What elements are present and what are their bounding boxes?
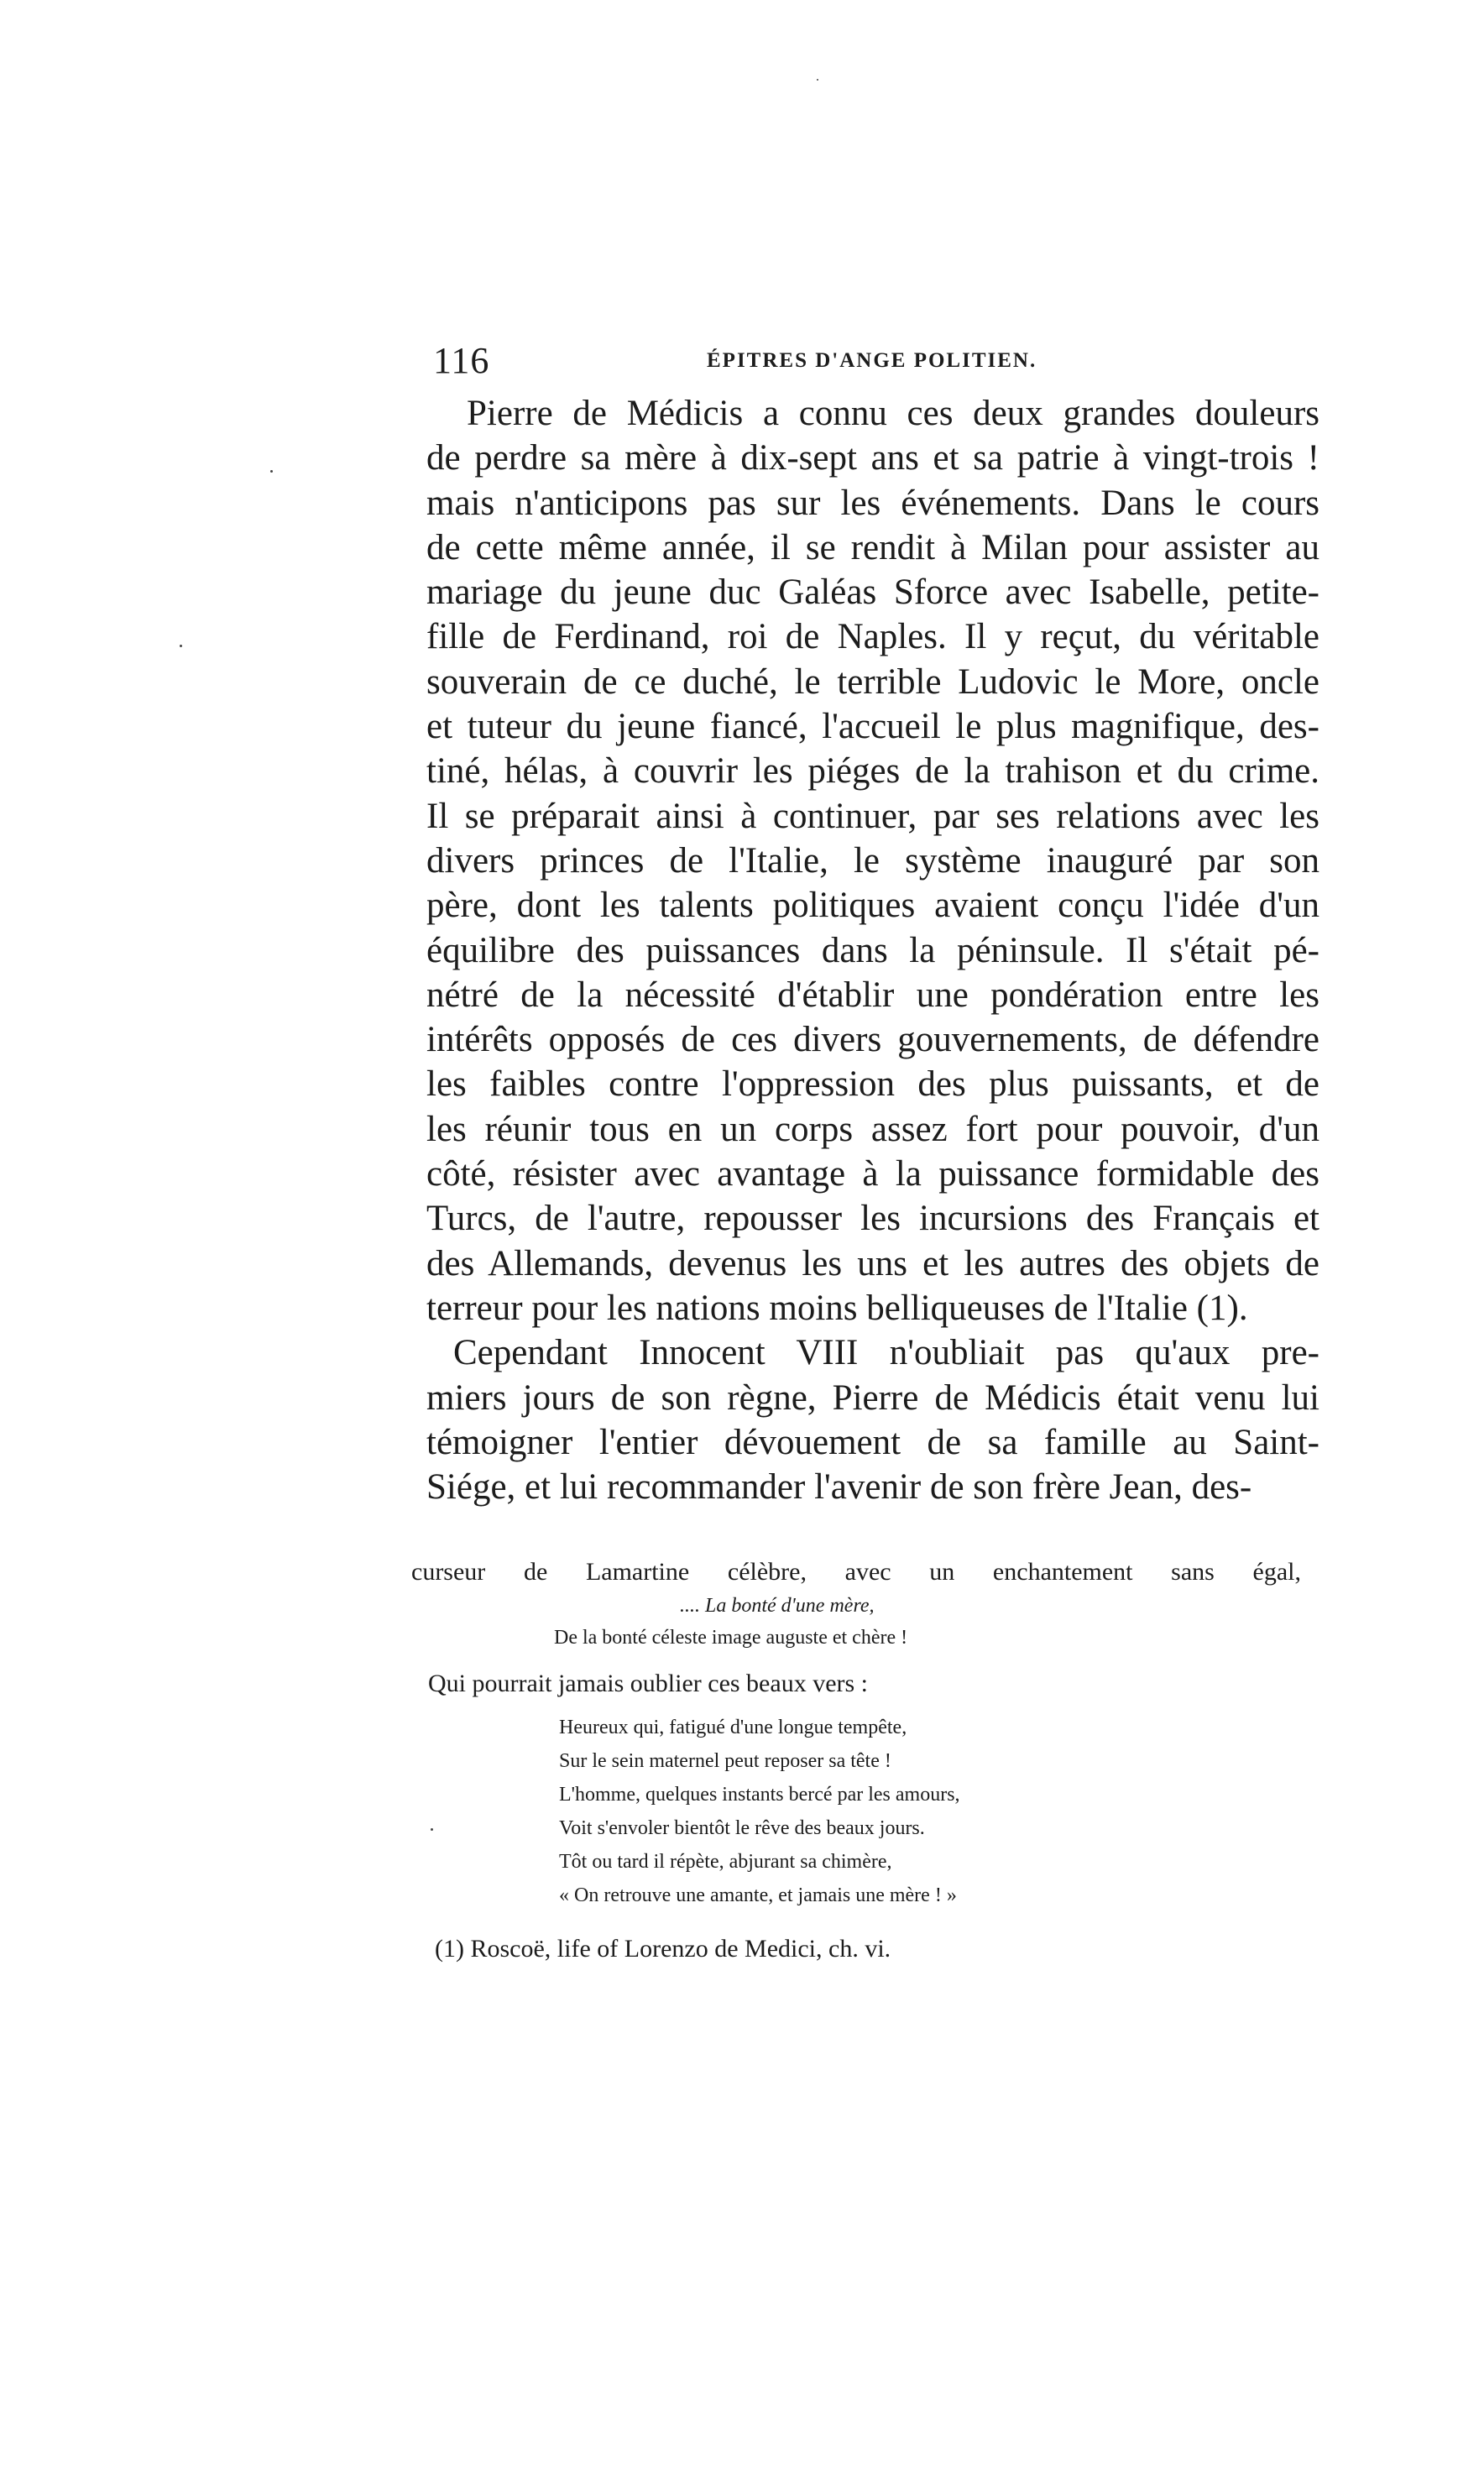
body-line: Turcs, de l'autre, repousser les incursions des Français et (426, 1199, 1319, 1239)
body-line: intérêts opposés de ces divers gouvernements, de défendre (426, 1020, 1319, 1060)
poem-line: Heureux qui, fatigué d'une longue tempête, (559, 1717, 907, 1738)
poem-line: L'homme, quelques instants bercé par les amours, (559, 1784, 960, 1806)
body-line: Il se préparait ainsi à continuer, par ses relations avec les (426, 796, 1319, 836)
verse-line: .... La bonté d'une mère, (680, 1595, 875, 1617)
body-line: Siége, et lui recommander l'avenir de son frère Jean, des- (426, 1467, 1252, 1508)
body-line: témoigner l'entier dévouement de sa famille au Saint- (426, 1422, 1319, 1462)
body-line: de perdre sa mère à dix-sept ans et sa patrie à vingt-trois ! (426, 438, 1319, 478)
body-line: et tuteur du jeune fiancé, l'accueil le plus magnifique, des- (426, 707, 1319, 747)
body-line: miers jours de son règne, Pierre de Médicis était venu lui (426, 1377, 1319, 1418)
body-line: Pierre de Médicis a connu ces deux grandes douleurs (467, 394, 1319, 433)
print-speck (180, 645, 182, 647)
body-line: fille de Ferdinand, roi de Naples. Il y reçut, du véritable (426, 617, 1319, 657)
body-line: Cependant Innocent VIII n'oubliait pas qu'aux pre- (453, 1333, 1319, 1373)
poem-line: Tôt ou tard il répète, abjurant sa chimère, (559, 1851, 892, 1873)
body-line: souverain de ce duché, le terrible Ludovic le More, oncle (426, 661, 1319, 702)
body-line: divers princes de l'Italie, le système inauguré par son (426, 840, 1319, 881)
body-line: mais n'anticipons pas sur les événements. Dans le cours (426, 483, 1319, 523)
poem-line: « On retrouve une amante, et jamais une mère ! » (559, 1884, 957, 1906)
body-line: les réunir tous en un corps assez fort pour pouvoir, d'un (426, 1109, 1319, 1149)
body-line: équilibre des puissances dans la péninsule. Il s'était pé- (426, 930, 1319, 970)
body-line: mariage du jeune duc Galéas Sforce avec Isabelle, petite- (426, 572, 1319, 613)
poem-line: Voit s'envoler bientôt le rêve des beaux jours. (559, 1817, 925, 1839)
body-line: tiné, hélas, à couvrir les piéges de la trahison et du crime. (426, 751, 1319, 792)
footnotes (411, 1555, 1301, 1968)
body-line: de cette même année, il se rendit à Milan pour assister au (426, 527, 1319, 567)
print-speck (431, 1828, 433, 1831)
body-line: nétré de la nécessité d'établir une pondération entre les (426, 975, 1319, 1015)
body-line: côté, résister avec avantage à la puissance formidable des (426, 1154, 1319, 1194)
footnote-lead: curseur de Lamartine célèbre, avec un enchantement sans égal, (411, 1558, 1301, 1586)
page-number: 116 (433, 340, 490, 381)
body-line: père, dont les talents politiques avaient conçu l'idée d'un (426, 886, 1319, 926)
verse-quote (554, 1590, 1301, 1654)
footnote-reference: (1) Roscoë, life of Lorenzo de Medici, ch. vi. (435, 1935, 891, 1963)
print-speck (270, 470, 273, 473)
footnote-intro: Qui pourrait jamais oublier ces beaux vers : (428, 1670, 869, 1697)
running-head: ÉPITRES D'ANGE POLITIEN. (707, 349, 1037, 372)
poem (559, 1711, 1301, 1912)
body-line: terreur pour les nations moins belliqueuses de l'Italie (1). (426, 1288, 1248, 1328)
page-header (433, 337, 1063, 384)
body-line: des Allemands, devenus les uns et les autres des objets de (426, 1243, 1319, 1283)
print-speck (817, 79, 818, 81)
verse-line: De la bonté céleste image auguste et chère ! (554, 1627, 908, 1649)
body-text (426, 391, 1319, 1509)
body-line: les faibles contre l'oppression des plus puissants, et de (426, 1064, 1319, 1105)
poem-line: Sur le sein maternel peut reposer sa tête ! (559, 1750, 891, 1772)
